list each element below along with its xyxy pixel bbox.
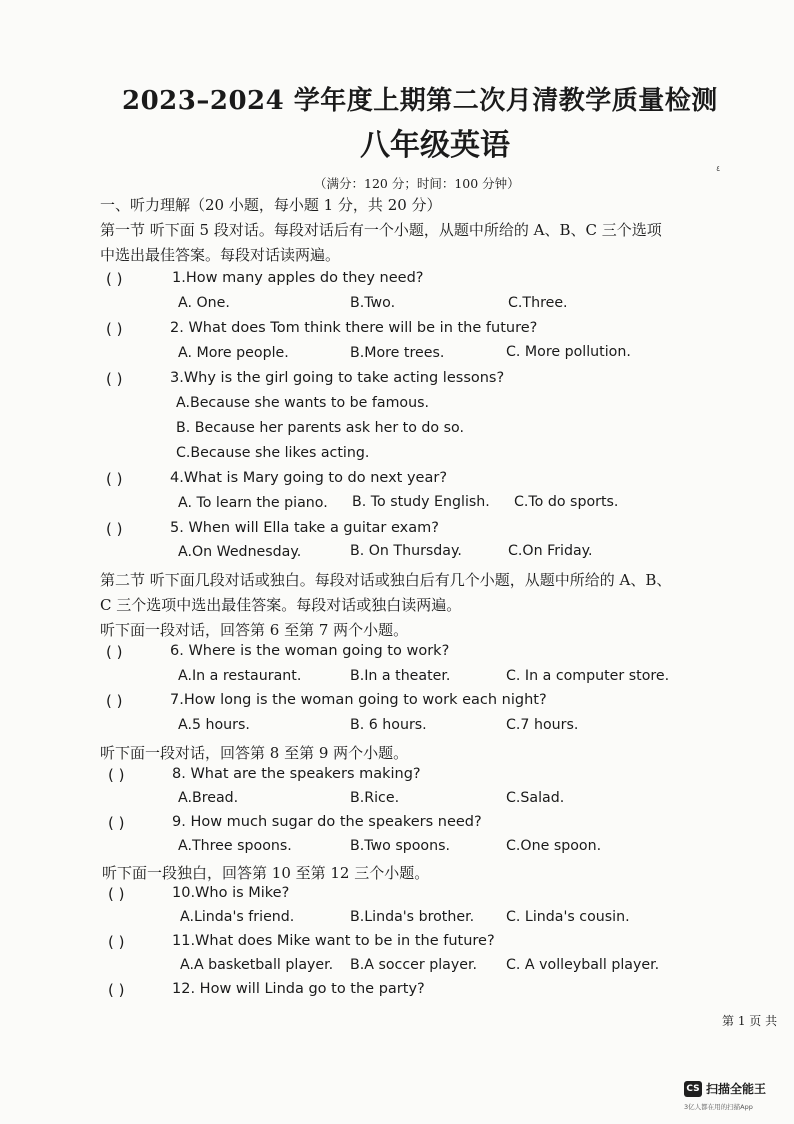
question-8: 8. What are the speakers making? xyxy=(172,766,421,782)
answer-blank[interactable]: ( ) xyxy=(108,766,125,784)
question-1: 1.How many apples do they need? xyxy=(172,270,424,286)
answer-blank[interactable]: ( ) xyxy=(106,520,123,538)
option-a: A.Three spoons. xyxy=(178,838,292,854)
answer-blank[interactable]: ( ) xyxy=(108,981,125,999)
option-b: B.A soccer player. xyxy=(350,957,478,973)
camscanner-name: 扫描全能王 xyxy=(706,1082,767,1096)
option-b: B.Linda's brother. xyxy=(350,909,475,925)
option-a: A.On Wednesday. xyxy=(178,544,302,560)
option-b: B. On Thursday. xyxy=(350,543,462,559)
option-b: B. To study English. xyxy=(352,494,490,510)
group-instructions: 听下面一段对话，回答第 8 至第 9 两个小题。 xyxy=(100,744,409,762)
option-c: C.Three. xyxy=(508,295,568,311)
option-b: B.More trees. xyxy=(350,345,445,361)
option-a: A.Linda's friend. xyxy=(180,909,295,925)
option-c: C. A volleyball player. xyxy=(506,957,660,973)
camscanner-tagline: 3亿人都在用的扫描App xyxy=(684,1103,753,1111)
option-c: C. More pollution. xyxy=(506,344,631,360)
answer-blank[interactable]: ( ) xyxy=(106,370,123,388)
option-a: A. One. xyxy=(178,295,230,311)
section1-instructions-line2: 中选出最佳答案。每段对话读两遍。 xyxy=(100,246,341,264)
part-heading: 一、听力理解（20 小题，每小题 1 分，共 20 分） xyxy=(100,196,442,214)
option-c: C.Because she likes acting. xyxy=(176,445,370,461)
section2-instructions-line1: 第二节 听下面几段对话或独白。每段对话或独白后有几个小题，从题中所给的 A、B、 xyxy=(100,571,672,589)
question-12: 12. How will Linda go to the party? xyxy=(172,981,425,997)
exam-meta: （满分：120 分；时间：100 分钟） xyxy=(314,176,520,191)
option-a: A.5 hours. xyxy=(178,717,250,733)
exam-title: 2023–2024 学年度上期第二次月清教学质量检测 xyxy=(122,86,718,116)
option-c: C.7 hours. xyxy=(506,717,579,733)
option-a: A.Because she wants to be famous. xyxy=(176,395,429,411)
option-b: B.In a theater. xyxy=(350,668,451,684)
group-instructions: 听下面一段对话，回答第 6 至第 7 两个小题。 xyxy=(100,621,409,639)
option-b: B. 6 hours. xyxy=(350,717,427,733)
option-b: B. Because her parents ask her to do so. xyxy=(176,420,464,436)
option-a: A.In a restaurant. xyxy=(178,668,302,684)
section1-instructions-line1: 第一节 听下面 5 段对话。每段对话后有一个小题，从题中所给的 A、B、C 三个选项 xyxy=(100,221,662,239)
question-11: 11.What does Mike want to be in the future? xyxy=(172,933,495,949)
camscanner-logo-icon: CS xyxy=(684,1081,702,1097)
option-b: B.Rice. xyxy=(350,790,400,806)
group-instructions: 听下面一段独白，回答第 10 至第 12 三个小题。 xyxy=(102,864,430,882)
option-a: A. More people. xyxy=(178,345,289,361)
answer-blank[interactable]: ( ) xyxy=(108,885,125,903)
option-c: C.Salad. xyxy=(506,790,565,806)
question-6: 6. Where is the woman going to work? xyxy=(170,643,450,659)
option-a: A. To learn the piano. xyxy=(178,495,328,511)
answer-blank[interactable]: ( ) xyxy=(106,270,123,288)
section2-instructions-line2: C 三个选项中选出最佳答案。每段对话或独白读两遍。 xyxy=(100,596,462,614)
answer-blank[interactable]: ( ) xyxy=(108,933,125,951)
option-b: B.Two spoons. xyxy=(350,838,451,854)
question-10: 10.Who is Mike? xyxy=(172,885,290,901)
scan-speck: ٤ xyxy=(716,164,721,173)
page-number: 第 1 页 共 xyxy=(722,1014,778,1028)
option-a: A.A basketball player. xyxy=(180,957,334,973)
question-2: 2. What does Tom think there will be in the future? xyxy=(170,320,538,336)
option-c: C. Linda's cousin. xyxy=(506,909,630,925)
option-a: A.Bread. xyxy=(178,790,239,806)
option-c: C.One spoon. xyxy=(506,838,602,854)
question-5: 5. When will Ella take a guitar exam? xyxy=(170,520,439,536)
answer-blank[interactable]: ( ) xyxy=(106,692,123,710)
option-c: C. In a computer store. xyxy=(506,668,670,684)
answer-blank[interactable]: ( ) xyxy=(106,320,123,338)
question-9: 9. How much sugar do the speakers need? xyxy=(172,814,482,830)
question-3: 3.Why is the girl going to take acting lessons? xyxy=(170,370,505,386)
question-7: 7.How long is the woman going to work each night? xyxy=(170,692,547,708)
option-b: B.Two. xyxy=(350,295,396,311)
answer-blank[interactable]: ( ) xyxy=(106,643,123,661)
option-c: C.On Friday. xyxy=(508,543,593,559)
exam-subtitle: 八年级英语 xyxy=(360,128,510,163)
question-4: 4.What is Mary going to do next year? xyxy=(170,470,448,486)
answer-blank[interactable]: ( ) xyxy=(108,814,125,832)
answer-blank[interactable]: ( ) xyxy=(106,470,123,488)
option-c: C.To do sports. xyxy=(514,494,619,510)
